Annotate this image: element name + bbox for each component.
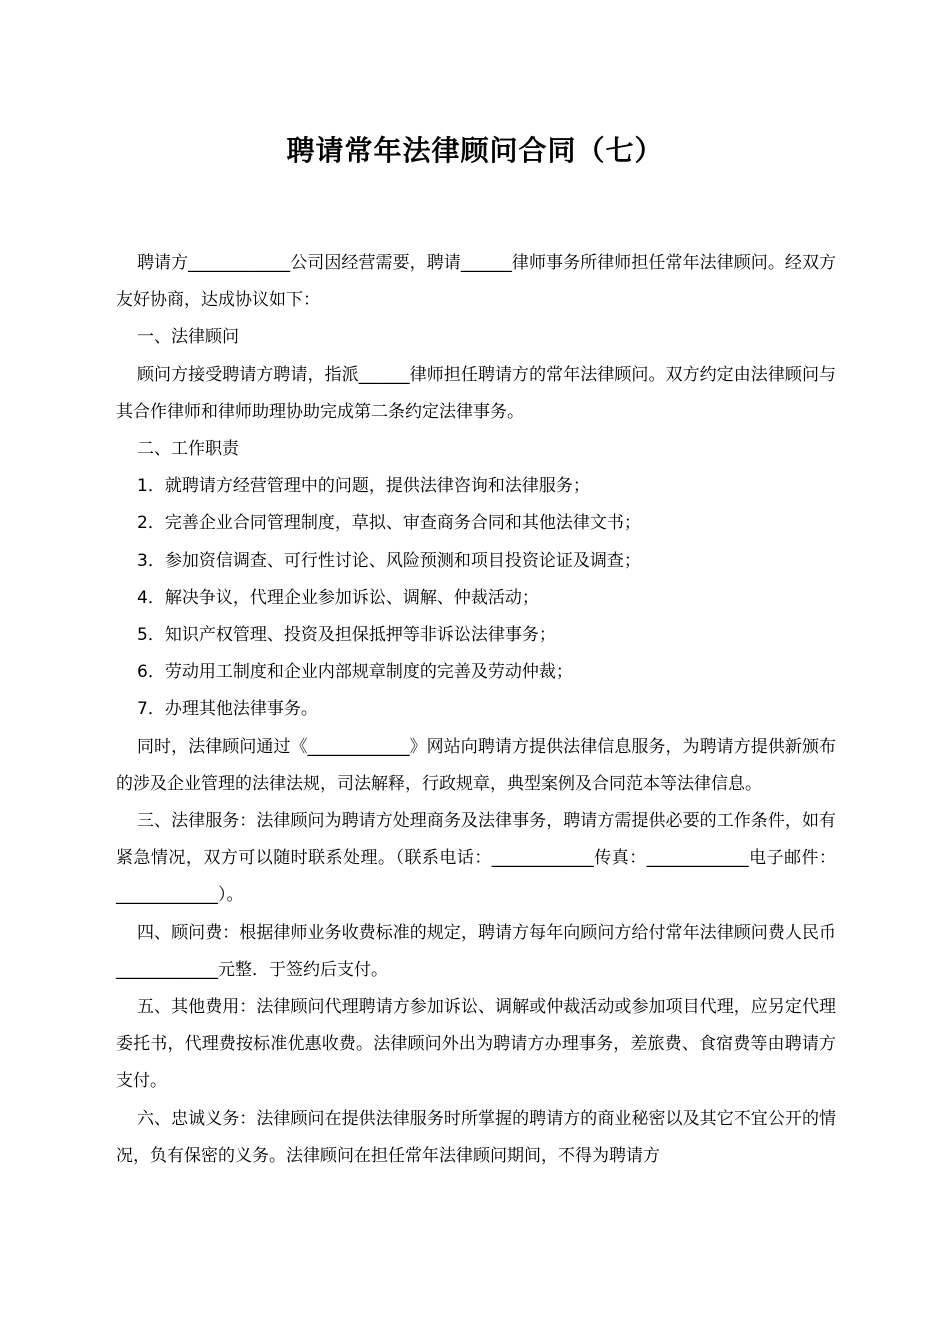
section-heading-duties: 二、工作职责 [137, 439, 239, 460]
duty-item-4: 4．解决争议，代理企业参加诉讼、调解、仲裁活动； [137, 587, 539, 608]
legal-advisor-paragraph: 顾问方接受聘请方聘请，指派______律师担任聘请方的常年法律顾问。双方约定由法律顾问与其合作律师和律师助理协助完成第二条约定法律事务。 [116, 364, 836, 422]
duty-item-1: 1．就聘请方经营管理中的问题，提供法律咨询和法律服务； [137, 476, 590, 497]
section-heading-legal-advisor: 一、法律顾问 [137, 327, 239, 348]
other-fees-paragraph: 五、其他费用：法律顾问代理聘请方参加诉讼、调解或仲裁活动或参加项目代理，应另定代理委托书，代理费按标准优惠收费。法律顾问外出为聘请方办理事务，差旅费、食宿费等由聘请方支付。 [116, 997, 836, 1092]
duty-item-2: 2．完善企业合同管理制度，草拟、审查商务合同和其他法律文书； [137, 513, 641, 534]
document-body [116, 245, 836, 1175]
loyalty-paragraph: 六、忠诚义务：法律顾问在提供法律服务时所掌握的聘请方的商业秘密以及其它不宜公开的情况，负有保密的义务。法律顾问在担任常年法律顾问期间，不得为聘请方 [116, 1108, 836, 1166]
duty-item-6: 6．劳动用工制度和企业内部规章制度的完善及劳动仲裁； [137, 662, 573, 683]
intro-paragraph: 聘请方____________公司因经营需要，聘请______律师事务所律师担任常年法律顾问。经双方友好协商，达成协议如下： [116, 253, 836, 311]
duty-item-3: 3．参加资信调查、可行性讨论、风险预测和项目投资论证及调查； [137, 550, 641, 571]
duty-item-7: 7．办理其他法律事务。 [137, 699, 318, 720]
legal-service-paragraph: 三、法律服务：法律顾问为聘请方处理商务及法律事务，聘请方需提供必要的工作条件，如有紧急情况，双方可以随时联系处理。（联系电话：____________传真：____________电子邮件：____________）。 [116, 811, 836, 906]
info-service-paragraph: 同时，法律顾问通过《____________》网站向聘请方提供法律信息服务，为聘请方提供新颁布的涉及企业管理的法律法规，司法解释，行政规章，典型案例及合同范本等法律信息。 [116, 736, 836, 794]
advisor-fee-paragraph: 四、顾问费：根据律师业务收费标准的规定，聘请方每年向顾问方给付常年法律顾问费人民币____________元整．于签约后支付。 [116, 922, 836, 980]
duty-item-5: 5．知识产权管理、投资及担保抵押等非诉讼法律事务； [137, 625, 556, 646]
document-title: 聘请常年法律顾问合同（七） [286, 134, 664, 167]
